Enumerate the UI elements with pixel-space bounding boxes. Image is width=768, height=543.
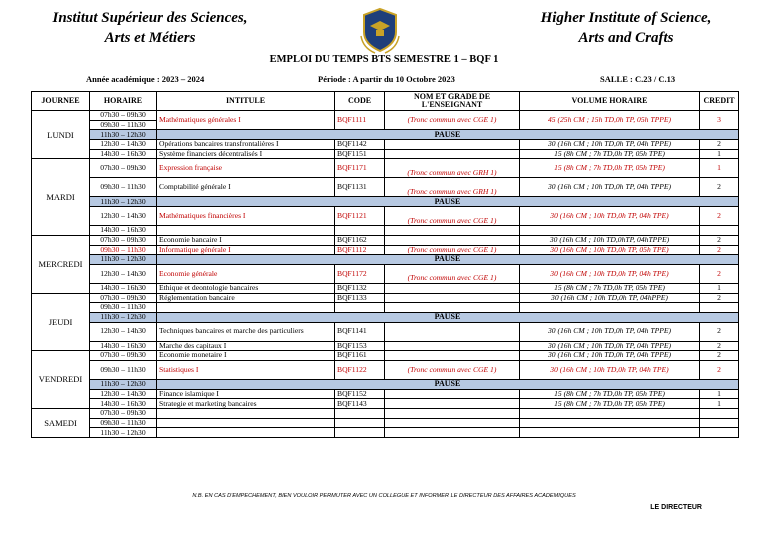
table-row (32, 428, 739, 438)
time-cell: 11h30 – 12h30 (90, 255, 157, 265)
pause-label: PAUSE (157, 312, 739, 322)
volume-cell: 30 (16h CM ; 10h TD,0h TP, 04h TPPE) (520, 351, 700, 361)
time-cell: 14h30 – 16h30 (90, 149, 157, 159)
credit-cell (700, 303, 739, 313)
volume-cell (520, 409, 700, 419)
day-label: SAMEDI (32, 409, 90, 438)
credit-cell: 2 (700, 322, 739, 341)
table-row (32, 389, 739, 399)
day-label: MARDI (32, 159, 90, 235)
course-code (335, 409, 385, 419)
credit-cell: 1 (700, 159, 739, 178)
institution-name-fr (30, 8, 270, 48)
course-code: BQF1141 (335, 322, 385, 341)
teacher-cell (385, 351, 520, 361)
time-cell: 14h30 – 16h30 (90, 399, 157, 409)
volume-cell: 30 (16h CM ; 10h TD,0h TP, 04h TPE) (520, 264, 700, 283)
table-row (32, 399, 739, 409)
time-cell: 14h30 – 16h30 (90, 341, 157, 351)
course-code: BQF1153 (335, 341, 385, 351)
time-cell: 07h30 – 09h30 (90, 235, 157, 245)
time-cell: 11h30 – 12h30 (90, 312, 157, 322)
volume-cell: 15 (8h CM ; 7h TD,0h TP, 05h TPE) (520, 399, 700, 409)
course-code: BQF1162 (335, 235, 385, 245)
time-cell: 07h30 – 09h30 (90, 159, 157, 178)
table-row (32, 226, 739, 236)
teacher-cell (385, 293, 520, 303)
course-code: BQF1121 (335, 207, 385, 226)
course-title (157, 303, 335, 313)
volume-cell: 30 (16h CM ; 10h TD,0h TP, 04h TPPE) (520, 322, 700, 341)
credit-cell: 2 (700, 207, 739, 226)
volume-cell: 30 (16h CM ; 10h TD,0h TP, 04h TPE) (520, 207, 700, 226)
table-row (32, 303, 739, 313)
course-code: BQF1151 (335, 149, 385, 159)
time-cell: 09h30 – 11h30 (90, 361, 157, 380)
course-title: Finance islamique I (157, 389, 335, 399)
pause-label: PAUSE (157, 130, 739, 140)
pause-row (32, 197, 739, 207)
time-cell: 12h30 – 14h30 (90, 389, 157, 399)
course-title: Economie bancaire I (157, 235, 335, 245)
volume-cell: 15 (8h CM ; 7h TD,0h TP, 05h TPE) (520, 159, 700, 178)
volume-cell: 30 (16h CM ; 10h TD,0hTP, 04hTPPE) (520, 235, 700, 245)
time-cell: 12h30 – 14h30 (90, 322, 157, 341)
institution-name-en (526, 8, 726, 48)
col-header-credit: CREDIT (700, 92, 739, 111)
footer-note: N.B. EN CAS D'EMPECHEMENT, BIEN VOULOIR PERMUTER AVEC UN COLLEGUE ET INFORMER LE DIRECTEUR DES AFFAIRES ACADEMIQUES (192, 493, 576, 499)
col-header-volume: VOLUME HORAIRE (520, 92, 700, 111)
time-cell: 09h30 – 11h30 (90, 303, 157, 313)
institution-logo (357, 6, 403, 56)
teacher-cell (385, 283, 520, 293)
table-row (32, 149, 739, 159)
credit-cell (700, 418, 739, 428)
credit-cell: 1 (700, 399, 739, 409)
time-cell: 09h30 – 11h30 (90, 120, 157, 130)
course-title: Informatique générale I (157, 245, 335, 255)
time-cell: 11h30 – 12h30 (90, 380, 157, 390)
course-title (157, 418, 335, 428)
credit-cell: 2 (700, 235, 739, 245)
credit-cell (700, 428, 739, 438)
teacher-cell: (Tronc commun avec CGE 1) (385, 245, 520, 255)
course-code (335, 303, 385, 313)
credit-cell (700, 226, 739, 236)
course-title: Système financiers décentralisés I (157, 149, 335, 159)
course-title: Mathématiques financières I (157, 207, 335, 226)
course-title: Strategie et marketing bancaires (157, 399, 335, 409)
volume-cell (520, 226, 700, 236)
table-row (32, 159, 739, 178)
teacher-cell (385, 399, 520, 409)
volume-cell (520, 428, 700, 438)
credit-cell (700, 409, 739, 419)
credit-cell: 1 (700, 149, 739, 159)
time-cell: 12h30 – 14h30 (90, 264, 157, 283)
table-row (32, 341, 739, 351)
table-row (32, 178, 739, 197)
period: Période : A partir du 10 Octobre 2023 (318, 74, 455, 84)
volume-cell: 30 (16h CM ; 10h TD,0h TP, 04h TPPE) (520, 341, 700, 351)
course-code (335, 226, 385, 236)
teacher-cell (385, 409, 520, 419)
course-title: Marche des capitaux I (157, 341, 335, 351)
time-cell: 07h30 – 09h30 (90, 409, 157, 419)
table-row (32, 140, 739, 150)
table-row (32, 418, 739, 428)
volume-cell: 15 (8h CM ; 7h TD,0h TP, 05h TPE) (520, 149, 700, 159)
teacher-cell: (Tronc commun avec CGE 1) (385, 264, 520, 283)
institution-name-fr-line2: Arts et Métiers (104, 30, 196, 46)
document-title: EMPLOI DU TEMPS BTS SEMESTRE 1 – BQF 1 (269, 54, 499, 65)
credit-cell: 3 (700, 111, 739, 130)
table-row (32, 235, 739, 245)
pause-row (32, 130, 739, 140)
time-cell: 07h30 – 09h30 (90, 111, 157, 121)
course-code: BQF1152 (335, 389, 385, 399)
volume-cell: 30 (16h CM ; 10h TD,0h TP, 04hPPE) (520, 293, 700, 303)
day-label: MERCREDI (32, 235, 90, 293)
course-title: Statistiques I (157, 361, 335, 380)
col-header-time: HORAIRE (90, 92, 157, 111)
teacher-cell (385, 140, 520, 150)
course-code (335, 428, 385, 438)
table-row (32, 293, 739, 303)
table-row (32, 409, 739, 419)
col-header-title: INTITULE (157, 92, 335, 111)
time-cell: 07h30 – 09h30 (90, 293, 157, 303)
time-cell: 14h30 – 16h30 (90, 283, 157, 293)
volume-cell (520, 303, 700, 313)
pause-label: PAUSE (157, 380, 739, 390)
teacher-cell: (Tronc commun avec GRH 1) (385, 159, 520, 178)
course-title: Réglementation bancaire (157, 293, 335, 303)
volume-cell: 30 (16h CM ; 10h TD,0h TP, 05h TPE) (520, 245, 700, 255)
course-code: BQF1112 (335, 245, 385, 255)
teacher-cell: (Tronc commun avec CGE 1) (385, 361, 520, 380)
credit-cell: 2 (700, 361, 739, 380)
course-code: BQF1172 (335, 264, 385, 283)
teacher-cell (385, 149, 520, 159)
table-row (32, 283, 739, 293)
course-title (157, 226, 335, 236)
course-title: Economie monetaire I (157, 351, 335, 361)
day-label: JEUDI (32, 293, 90, 351)
table-row (32, 207, 739, 226)
time-cell: 12h30 – 14h30 (90, 140, 157, 150)
time-cell: 07h30 – 09h30 (90, 351, 157, 361)
course-title: Economie générale (157, 264, 335, 283)
time-cell: 09h30 – 11h30 (90, 418, 157, 428)
course-code: BQF1142 (335, 140, 385, 150)
teacher-cell: (Tronc commun avec GRH 1) (385, 178, 520, 197)
pause-row (32, 312, 739, 322)
pause-label: PAUSE (157, 197, 739, 207)
col-header-day: JOURNEE (32, 92, 90, 111)
course-code: BQF1133 (335, 293, 385, 303)
time-cell: 14h30 – 16h30 (90, 226, 157, 236)
course-code (335, 418, 385, 428)
course-code: BQF1143 (335, 399, 385, 409)
credit-cell: 2 (700, 140, 739, 150)
course-code: BQF1111 (335, 111, 385, 130)
volume-cell: 15 (8h CM ; 7h TD,0h TP, 05h TPE) (520, 389, 700, 399)
table-row (32, 111, 739, 121)
teacher-cell (385, 389, 520, 399)
course-code: BQF1122 (335, 361, 385, 380)
day-label: LUNDI (32, 111, 90, 159)
timetable (31, 91, 739, 438)
table-row (32, 264, 739, 283)
course-code: BQF1131 (335, 178, 385, 197)
institution-name-en-line2: Arts and Crafts (578, 30, 674, 46)
volume-cell: 30 (16h CM ; 10h TD,0h TP, 04h TPE) (520, 361, 700, 380)
teacher-cell (385, 418, 520, 428)
course-title: Expression française (157, 159, 335, 178)
teacher-cell (385, 235, 520, 245)
credit-cell: 2 (700, 264, 739, 283)
course-title (157, 428, 335, 438)
teacher-cell (385, 226, 520, 236)
pause-row (32, 255, 739, 265)
course-title: Ethique et deontologie bancaires (157, 283, 335, 293)
academic-year: Année académique : 2023 – 2024 (86, 74, 205, 84)
director-signature-label: LE DIRECTEUR (650, 504, 702, 511)
course-title: Opérations bancaires transfrontalières I (157, 140, 335, 150)
day-label: VENDREDI (32, 351, 90, 409)
teacher-cell (385, 341, 520, 351)
credit-cell: 2 (700, 293, 739, 303)
pause-row (32, 380, 739, 390)
credit-cell: 2 (700, 351, 739, 361)
credit-cell: 2 (700, 341, 739, 351)
table-row (32, 245, 739, 255)
time-cell: 09h30 – 11h30 (90, 178, 157, 197)
volume-cell: 30 (16h CM ; 10h TD,0h TP, 04h TPPE) (520, 178, 700, 197)
pause-label: PAUSE (157, 255, 739, 265)
institution-name-fr-line1: Institut Supérieur des Sciences, (52, 10, 248, 26)
course-code: BQF1132 (335, 283, 385, 293)
credit-cell: 1 (700, 389, 739, 399)
col-header-teacher: NOM ET GRADE DE L'ENSEIGNANT (385, 92, 520, 111)
credit-cell: 1 (700, 283, 739, 293)
time-cell: 11h30 – 12h30 (90, 428, 157, 438)
volume-cell (520, 418, 700, 428)
teacher-cell: (Tronc commun avec CGE 1) (385, 207, 520, 226)
course-title: Techniques bancaires et marche des particuliers (157, 322, 335, 341)
volume-cell: 15 (8h CM ; 7h TD,0h TP, 05h TPE) (520, 283, 700, 293)
teacher-cell (385, 428, 520, 438)
course-title (157, 409, 335, 419)
course-code: BQF1171 (335, 159, 385, 178)
volume-cell: 30 (16h CM ; 10h TD,0h TP, 04h TPPE) (520, 140, 700, 150)
volume-cell: 45 (25h CM ; 15h TD,0h TP, 05h TPPE) (520, 111, 700, 130)
time-cell: 11h30 – 12h30 (90, 130, 157, 140)
time-cell: 12h30 – 14h30 (90, 207, 157, 226)
table-row (32, 361, 739, 380)
course-title: Mathématiques générales I (157, 111, 335, 130)
credit-cell: 2 (700, 245, 739, 255)
course-code: BQF1161 (335, 351, 385, 361)
table-row (32, 322, 739, 341)
institution-name-en-line1: Higher Institute of Science, (540, 10, 712, 26)
table-header-row (32, 92, 739, 111)
course-title: Comptabilité générale I (157, 178, 335, 197)
time-cell: 11h30 – 12h30 (90, 197, 157, 207)
time-cell: 09h30 – 11h30 (90, 245, 157, 255)
teacher-cell (385, 303, 520, 313)
teacher-cell (385, 322, 520, 341)
col-header-code: CODE (335, 92, 385, 111)
credit-cell: 2 (700, 178, 739, 197)
room: SALLE : C.23 / C.13 (600, 74, 676, 84)
teacher-cell: (Tronc commun avec CGE 1) (385, 111, 520, 130)
table-row (32, 351, 739, 361)
